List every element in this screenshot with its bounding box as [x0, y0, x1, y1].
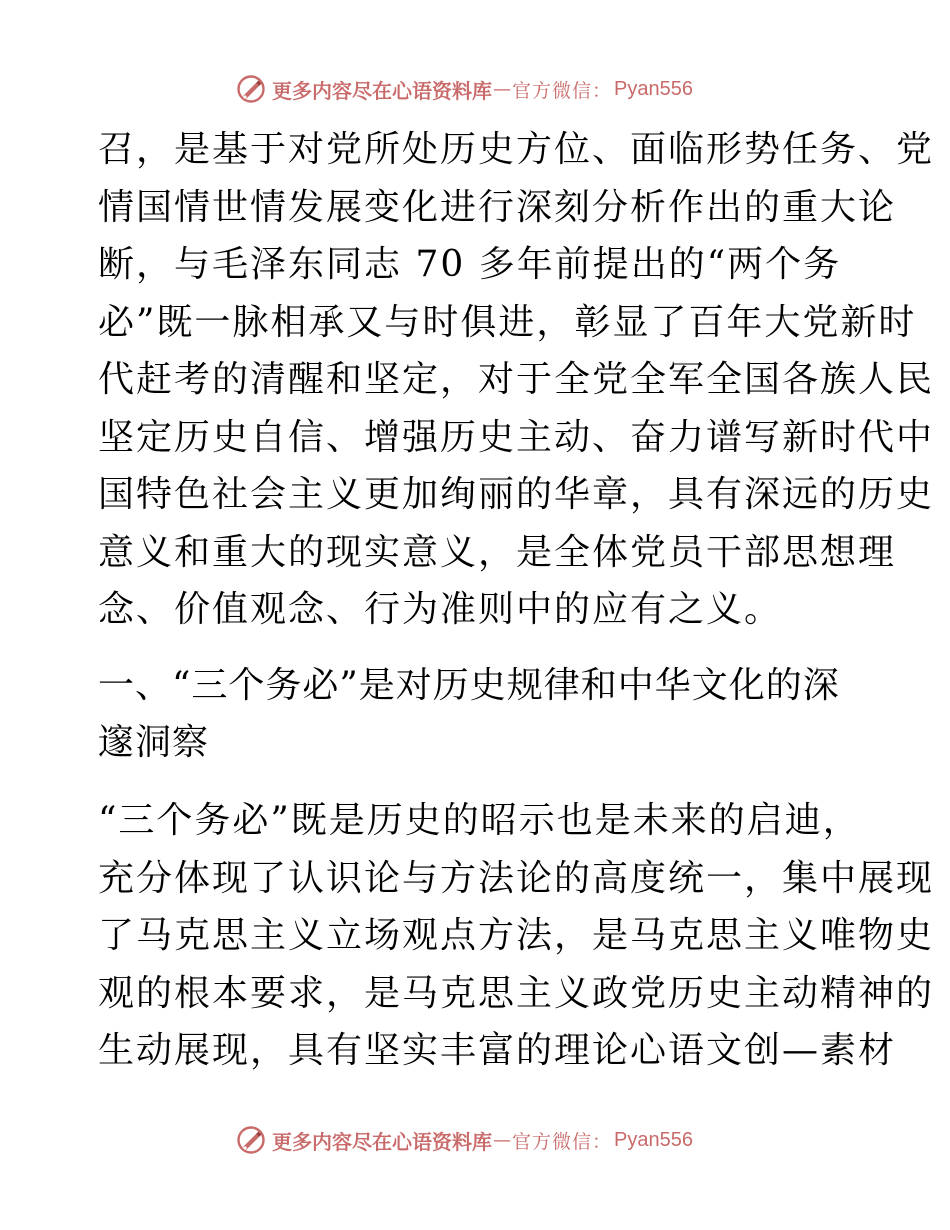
header-dash: —	[493, 78, 511, 100]
paragraph-1-line: 坚定历史自信、增强历史主动、奋力谱写新时代中	[98, 417, 935, 458]
header-brand-text: 更多内容尽在心语资料库	[272, 78, 492, 103]
paragraph-2-line: 观的根本要求，是马克思主义政党历史主动精神的	[98, 973, 935, 1014]
pen-seal-logo-icon	[236, 1125, 266, 1155]
footer-dash: —	[493, 1129, 511, 1151]
paragraph-1-line: 意义和重大的现实意义，是全体党员干部思想理	[98, 532, 897, 573]
paragraph-2-line: “三个务必”既是历史的昭示也是未来的启迪，	[98, 800, 861, 841]
paragraph-1-line: 召，是基于对党所处历史方位、面临形势任务、党	[98, 129, 935, 170]
footer-wechat-label: 官方微信：	[512, 1130, 613, 1153]
footer-banner	[236, 1123, 756, 1157]
section-heading-line: 邃洞察	[98, 722, 210, 763]
section-heading-line: 一、“三个务必”是对历史规律和中华文化的深	[98, 665, 840, 706]
paragraph-1-line: 情国情世情发展变化进行深刻分析作出的重大论	[98, 187, 897, 228]
header-wechat-label: 官方微信：	[512, 79, 613, 102]
paragraph-1-line: 代赶考的清醒和坚定，对于全党全军全国各族人民	[98, 359, 935, 400]
paragraph-1-line: 断，与毛泽东同志 70 多年前提出的“两个务	[98, 244, 842, 285]
footer-brand-text: 更多内容尽在心语资料库	[272, 1129, 492, 1154]
pen-seal-logo-icon	[236, 74, 266, 104]
header-wechat-id: Pyan556	[614, 77, 693, 100]
paragraph-2-line: 充分体现了认识论与方法论的高度统一，集中展现	[98, 858, 935, 899]
header-banner	[236, 72, 756, 106]
paragraph-1-line: 国特色社会主义更加绚丽的华章，具有深远的历史	[98, 474, 935, 515]
paragraph-2-line: 了马克思主义立场观点方法，是马克思主义唯物史	[98, 915, 935, 956]
paragraph-2-line: 生动展现，具有坚实丰富的理论心语文创—素材	[98, 1030, 897, 1071]
paragraph-1-line: 必”既一脉相承又与时俱进，彰显了百年大党新时	[98, 302, 917, 343]
footer-wechat-id: Pyan556	[614, 1128, 693, 1151]
paragraph-1-line: 念、价值观念、行为准则中的应有之义。	[98, 589, 783, 630]
